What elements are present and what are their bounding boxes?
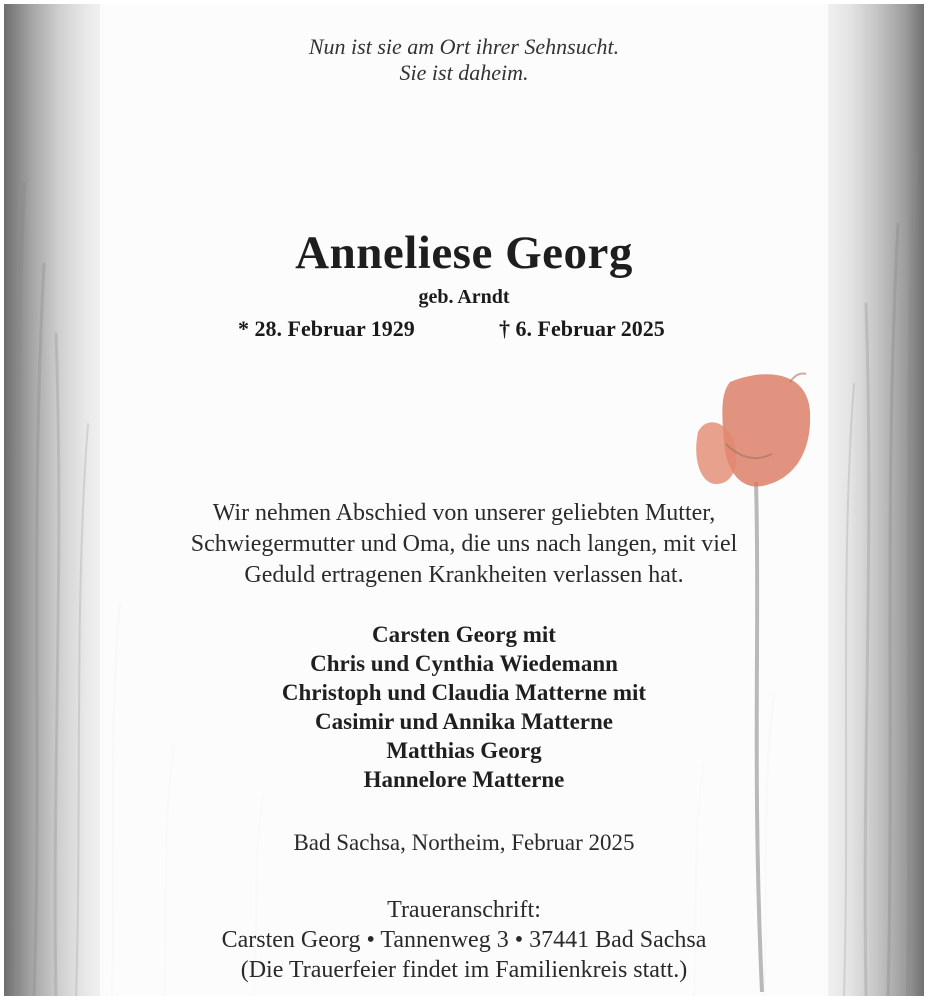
message-line: Geduld ertragenen Krankheiten verlassen hat. (244, 562, 684, 588)
life-dates (4, 316, 924, 346)
message-line: Schwiegermutter und Oma, die uns nach langen, mit viel (190, 531, 738, 557)
mourner-line: Christoph und Claudia Matterne mit (281, 680, 647, 705)
deceased-name: Anneliese Georg (295, 227, 633, 279)
place-and-date: Bad Sachsa, Northeim, Februar 2025 (293, 830, 635, 855)
mourner-line: Chris und Cynthia Wiedemann (310, 651, 618, 676)
message-line: Wir nehmen Abschied von unserer geliebten Mutter, (212, 500, 716, 526)
motto-line: Sie ist daheim. (399, 60, 529, 85)
mourner-line: Matthias Georg (386, 738, 542, 763)
death-date: † 6. Februar 2025 (499, 316, 665, 341)
address-heading: Traueranschrift: (387, 897, 541, 923)
funeral-note: (Die Trauerfeier findet im Familienkreis statt.) (240, 957, 688, 983)
mourners-list (4, 620, 924, 794)
birth-date: * 28. Februar 1929 (238, 316, 415, 341)
mourner-line: Hannelore Matterne (363, 767, 565, 792)
mourner-line: Carsten Georg mit (372, 622, 556, 647)
address-line: Carsten Georg • Tannenweg 3 • 37441 Bad Sachsa (221, 927, 707, 953)
farewell-message (4, 498, 924, 591)
motto (4, 34, 924, 86)
obituary-notice (4, 4, 924, 996)
motto-line: Nun ist sie am Ort ihrer Sehnsucht. (308, 34, 620, 59)
mourning-address (4, 895, 924, 985)
maiden-name: geb. Arndt (418, 286, 510, 308)
mourner-line: Casimir und Annika Matterne (315, 709, 613, 734)
